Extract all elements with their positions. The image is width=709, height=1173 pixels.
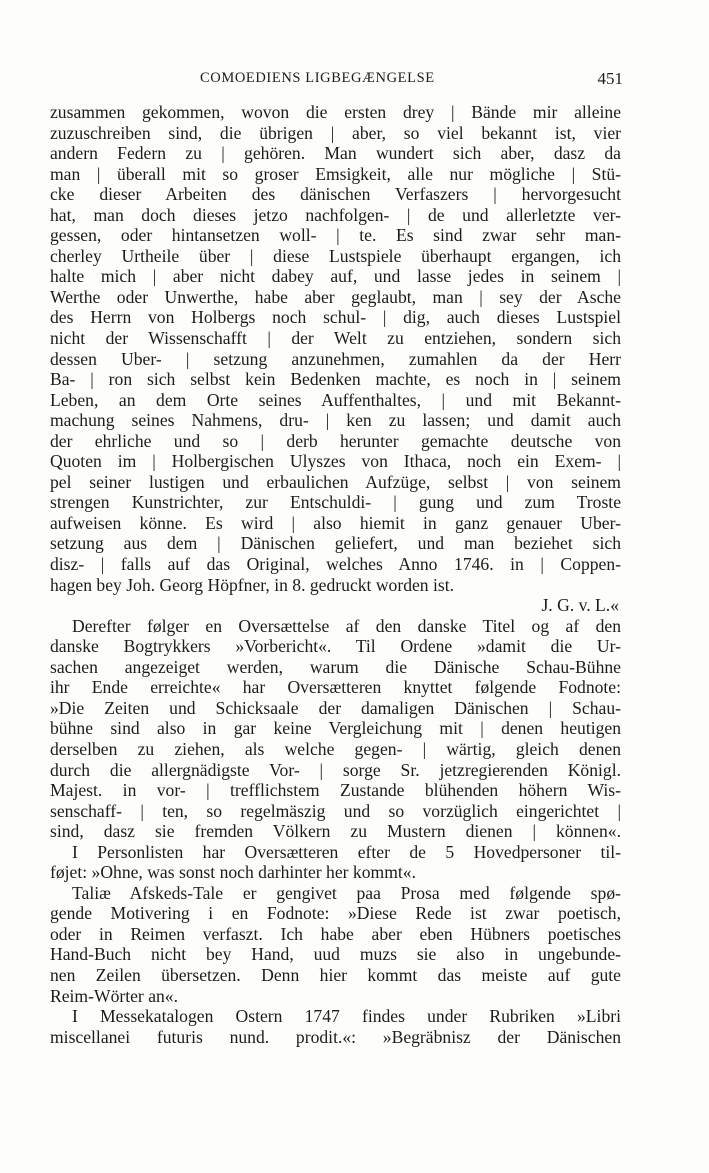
text-line: Taliæ Afskeds-Tale er gengivet paa Prosa med følgende spø- [72,882,621,903]
text-line: oder in Reimen verfaszt. Ich habe aber eben Hübners poetisches [50,923,621,944]
text-line: sachen angezeiget werden, warum die Dänische Schau-Bühne [50,656,621,677]
text-line: setzung aus dem | Dänischen geliefert, und man beziehet sich [50,533,621,554]
paragraph-vorbericht [50,616,621,842]
text-line: aufweisen könne. Es wird | also hiemit in ganz genauer Uber- [50,512,621,533]
text-line: nicht der Wissenschafft | der Welt zu entziehen, sondern sich [50,328,621,349]
text-line: derselben zu ziehen, als welche gegen- | wärtig, gleich denen [50,738,621,759]
paragraph-quotation [50,102,621,616]
text-line: cke dieser Arbeiten des dänischen Verfaszers | hervorgesucht [50,184,621,205]
paragraph-personlisten [50,842,621,883]
running-title: COMOEDIENS LIGBEGÆNGELSE [200,70,435,86]
text-line: senschaff- | ten, so regelmäszig und so vorzüglich eingerichtet | [50,800,621,821]
text-line: strengen Kunstrichter, zur Entschuldi- | gung und zum Troste [50,492,621,513]
paragraph-afskeds-tale [50,883,621,1006]
text-line: pel seiner lustigen und erbaulichen Aufzüge, selbst | von seinem [50,471,621,492]
page-number: 451 [597,69,623,88]
text-line: Werthe oder Unwerthe, habe aber geglaubt, man | sey der Asche [50,286,621,307]
text-line: sind, dasz sie fremden Völkern zu Mustern dienen | können«. [50,821,621,842]
text-line: hat, man doch dieses jetzo nachfolgen- | de und allerletzte ver- [50,204,621,225]
text-line: andern Federn zu | gehören. Man wundert sich aber, dasz da [50,143,621,164]
text-line: I Messekatalogen Ostern 1747 findes under Rubriken »Libri [72,1006,621,1027]
paragraph-messekatalogen [50,1006,621,1047]
text-line: Ba- | ron sich selbst kein Bedenken machte, es noch in | seinem [50,369,621,390]
text-line: man | überall mit so groser Emsigkeit, alle nur mögliche | Stü- [50,163,621,184]
text-line: I Personlisten har Oversætteren efter de 5 Hovedpersoner til- [72,841,621,862]
text-line: des Herrn von Holbergs noch schul- | dig, auch dieses Lustspiel [50,307,621,328]
text-line: Reim-Wörter an«. [50,985,178,1006]
text-line: danske Bogtrykkers »Vorbericht«. Til Ordene »damit die Ur- [50,636,621,657]
text-line: halte mich | aber nicht dabey auf, und lasse jedes in seinem | [50,266,621,287]
text-line: cherley Urtheile über | diese Lustspiele überhaupt ergangen, ich [50,245,621,266]
text-line: zusammen gekommen, wovon die ersten drey | Bände mir alleine [50,102,621,122]
text-line: disz- | falls auf das Original, welches Anno 1746. in | Coppen- [50,554,621,575]
text-line: Leben, an dem Orte seines Auffenthaltes, | und mit Bekannt- [50,389,621,410]
text-line: der ehrliche und so | derb herunter gemachte deutsche von [50,430,621,451]
text-line: nen Zeilen übersetzen. Denn hier kommt das meiste auf gute [50,964,621,985]
text-line: Majest. in vor- | trefflichstem Zustande blühenden höhern Wis- [50,780,621,801]
text-line: »Die Zeiten und Schicksaale der damaligen Dänischen | Schau- [50,697,621,718]
text-line: Derefter følger en Oversættelse af den danske Titel og af den [72,615,621,636]
body-text [50,102,621,1047]
text-line: ihr Ende erreichte« har Oversætteren knyttet følgende Fodnote: [50,677,621,698]
signature: J. G. v. L.« [541,595,619,616]
text-line: gende Motivering i en Fodnote: »Diese Rede ist zwar poetisch, [50,903,621,924]
page-header [50,69,623,94]
text-line: føjet: »Ohne, was sonst noch darhinter her kommt«. [50,862,416,883]
text-line: hagen bey Joh. Georg Höpfner, in 8. gedruckt worden ist. [50,574,455,595]
text-line: dessen Uber- | setzung anzunehmen, zumahlen da der Herr [50,348,621,369]
text-line: gessen, oder hintansetzen woll- | te. Es sind zwar sehr man- [50,225,621,246]
text-line: Hand-Buch nicht bey Hand, uud muzs sie also in ungebunde- [50,944,621,965]
text-line: bühne sind also in gar keine Vergleichung mit | denen heutigen [50,718,621,739]
text-line: durch die allergnädigste Vor- | sorge Sr. jetzregierenden Königl. [50,759,621,780]
text-line: machung seines Nahmens, dru- | ken zu lassen; und damit auch [50,410,621,431]
text-line: zuzuschreiben sind, die übrigen | aber, so viel bekannt ist, vier [50,122,621,143]
text-line: miscellanei futuris nund. prodit.«: »Begräbnisz der Dänischen [50,1026,621,1047]
text-line: Quoten im | Holbergischen Ulyszes von Ithaca, noch ein Exem- | [50,451,621,472]
